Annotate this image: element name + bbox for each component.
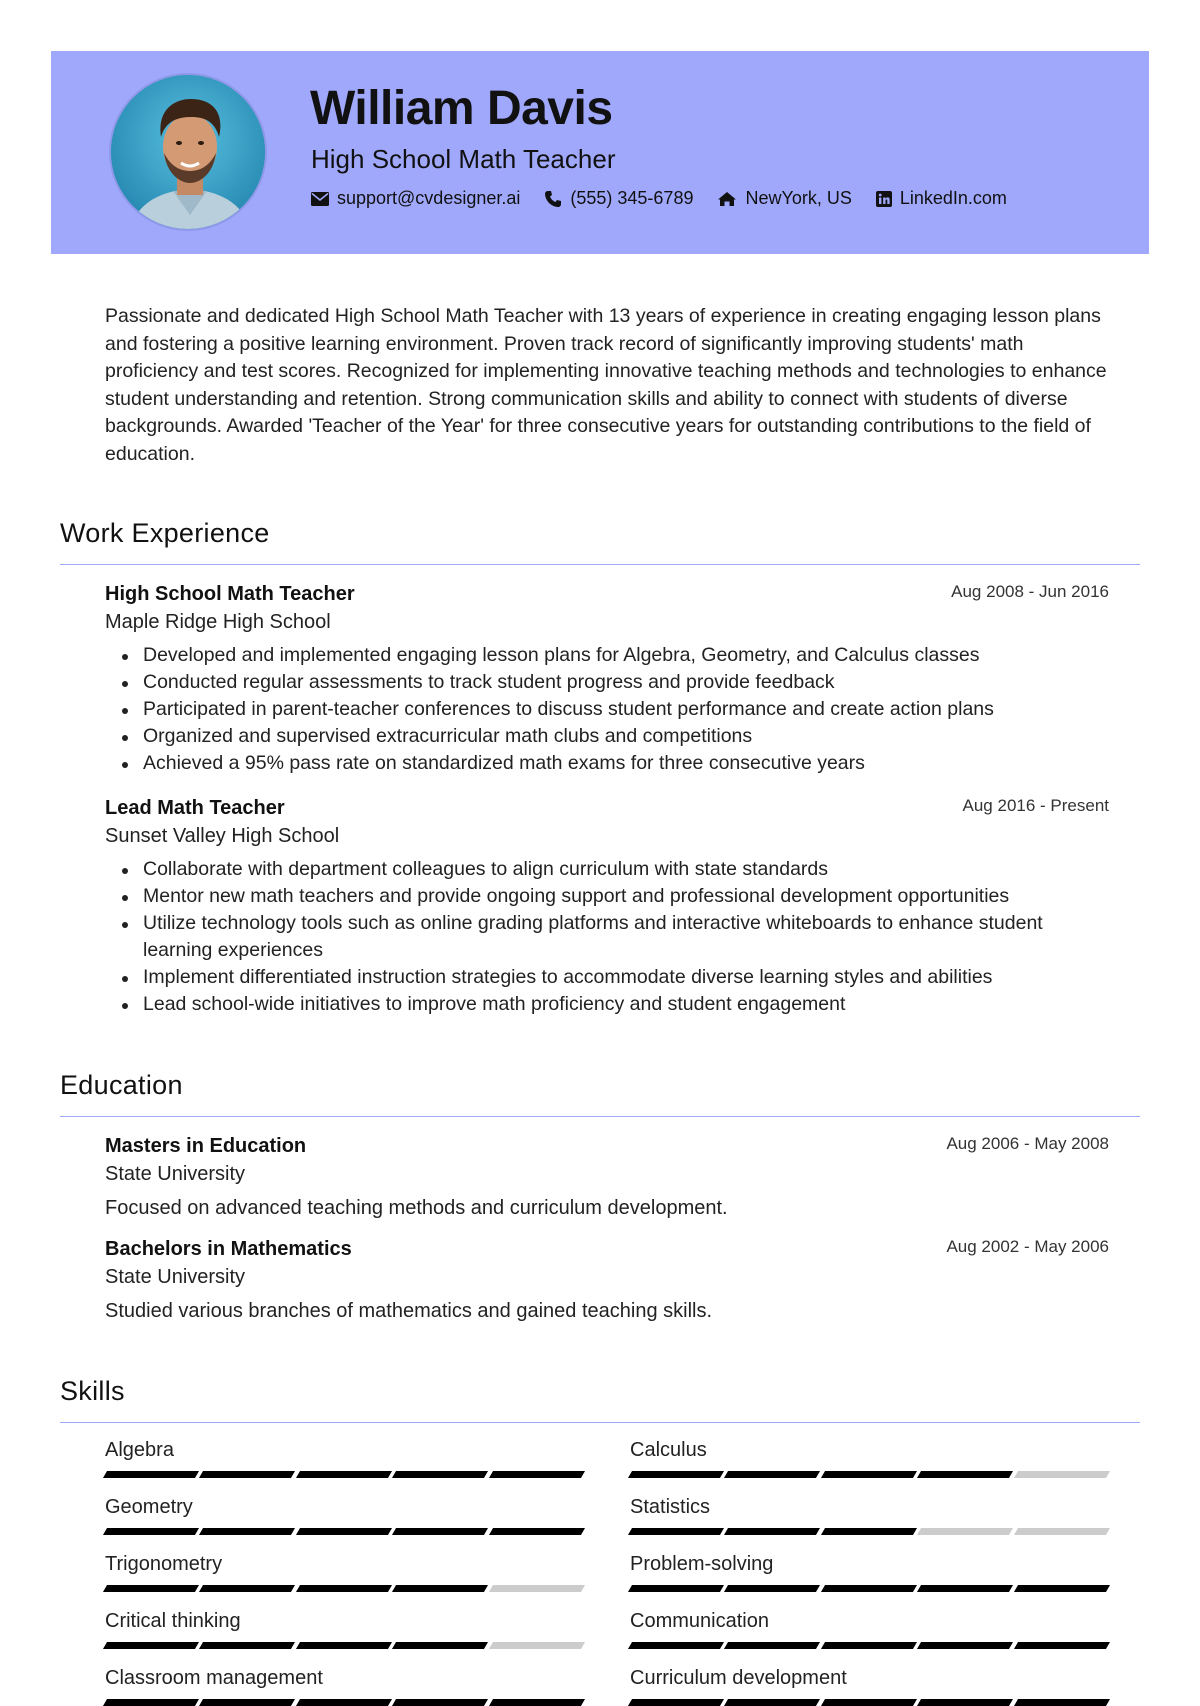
skill-item: [630, 1437, 1108, 1478]
skill-level-segment: [103, 1642, 199, 1649]
skill-level-segment: [392, 1585, 488, 1592]
skill-item: [630, 1551, 1108, 1592]
profile-photo-image: [111, 75, 267, 231]
skill-item: [105, 1608, 583, 1649]
education-description: Studied various branches of mathematics and gained teaching skills.: [105, 1300, 713, 1322]
contact-email[interactable]: [311, 188, 520, 209]
skill-level-meter: [630, 1585, 1108, 1592]
skill-level-segment: [1014, 1642, 1110, 1649]
skill-level-segment: [489, 1642, 585, 1649]
skill-name: Critical thinking: [105, 1610, 241, 1632]
skill-level-segment: [628, 1699, 724, 1706]
contact-phone[interactable]: [544, 188, 693, 209]
skill-level-segment: [199, 1528, 295, 1535]
skills-heading: Skills: [60, 1376, 125, 1406]
job-organization: Maple Ridge High School: [105, 611, 331, 633]
skill-level-segment: [392, 1471, 488, 1478]
contact-location: [717, 188, 851, 209]
skill-level-segment: [392, 1642, 488, 1649]
profile-photo: [109, 73, 267, 231]
skill-level-segment: [628, 1642, 724, 1649]
skill-level-segment: [103, 1699, 199, 1706]
skill-level-segment: [296, 1585, 392, 1592]
job-bullet: Collaborate with department colleagues to align curriculum with state standards: [105, 856, 1109, 883]
skill-item: [630, 1494, 1108, 1535]
school-name: State University: [105, 1266, 246, 1288]
section-divider: [60, 1116, 1140, 1117]
degree-title: Bachelors in Mathematics: [105, 1238, 352, 1260]
skill-level-meter: [630, 1471, 1108, 1478]
skill-level-segment: [724, 1699, 820, 1706]
work-experience-heading: Work Experience: [60, 518, 270, 548]
skill-level-segment: [821, 1528, 917, 1535]
phone-icon: [544, 190, 562, 208]
home-icon: [717, 191, 737, 207]
skill-level-segment: [1014, 1528, 1110, 1535]
skill-level-meter: [105, 1471, 583, 1478]
skill-name: Calculus: [630, 1439, 707, 1461]
skill-level-segment: [392, 1699, 488, 1706]
job-organization: Sunset Valley High School: [105, 825, 340, 847]
skill-level-meter: [105, 1699, 583, 1706]
job-date: Aug 2016 - Present: [962, 796, 1109, 815]
skill-name: Statistics: [630, 1496, 711, 1518]
skill-item: [105, 1494, 583, 1535]
skill-level-meter: [630, 1642, 1108, 1649]
skill-level-segment: [917, 1642, 1013, 1649]
contact-list: [311, 188, 1007, 209]
contact-linkedin[interactable]: [876, 188, 1007, 209]
section-divider: [60, 564, 1140, 565]
skill-level-segment: [199, 1471, 295, 1478]
linkedin-icon: [876, 191, 892, 207]
location-text: NewYork, US: [745, 188, 852, 208]
education-entry: [105, 1235, 1109, 1325]
email-text: support@cvdesigner.ai: [337, 188, 521, 208]
job-entry: [105, 580, 1109, 777]
skill-level-meter: [105, 1528, 583, 1535]
job-bullet: Conducted regular assessments to track student progress and provide feedback: [105, 669, 1109, 696]
skill-item: [105, 1551, 583, 1592]
skill-level-segment: [199, 1699, 295, 1706]
skill-level-meter: [630, 1528, 1108, 1535]
skill-level-segment: [628, 1585, 724, 1592]
skill-level-segment: [821, 1642, 917, 1649]
education-heading: Education: [60, 1070, 183, 1100]
skill-level-segment: [821, 1699, 917, 1706]
job-date: Aug 2008 - Jun 2016: [951, 582, 1109, 601]
skill-level-segment: [628, 1471, 724, 1478]
job-bullets: [105, 642, 1109, 777]
education-date: Aug 2002 - May 2006: [946, 1237, 1109, 1256]
envelope-icon: [311, 192, 329, 206]
skill-level-segment: [1014, 1699, 1110, 1706]
skill-name: Problem-solving: [630, 1553, 774, 1575]
job-title: High School Math Teacher: [105, 583, 355, 605]
job-bullets: [105, 856, 1109, 1018]
profile-summary: Passionate and dedicated High School Math Teacher with 13 years of experience in creating engaging lesson plans and fostering a positive learning environment. Proven track record of significantly improving students' math proficiency and test scores. Recognized for implementing innovative teaching methods and technologies to enhance student understanding and retention. Strong communication skills and ability to connect with students of diverse backgrounds. Awarded 'Teacher of the Year' for three consecutive years for outstanding contributions to the field of education.: [105, 305, 1107, 465]
skill-item: [630, 1608, 1108, 1649]
school-name: State University: [105, 1163, 246, 1185]
job-bullet: Developed and implemented engaging lesson plans for Algebra, Geometry, and Calculus classes: [105, 642, 1109, 669]
degree-title: Masters in Education: [105, 1135, 307, 1157]
skill-name: Curriculum development: [630, 1667, 847, 1689]
skill-level-segment: [489, 1585, 585, 1592]
job-bullet: Utilize technology tools such as online grading platforms and interactive whiteboards to enhance student learning experiences: [105, 910, 1109, 964]
education-date: Aug 2006 - May 2008: [946, 1134, 1109, 1153]
skill-level-segment: [917, 1471, 1013, 1478]
skill-level-segment: [821, 1585, 917, 1592]
resume-header: [51, 51, 1149, 254]
skill-level-segment: [489, 1471, 585, 1478]
skill-level-segment: [296, 1699, 392, 1706]
phone-text: (555) 345-6789: [570, 188, 694, 208]
skill-level-meter: [105, 1585, 583, 1592]
skill-level-segment: [1014, 1585, 1110, 1592]
education-entry: [105, 1132, 1109, 1222]
skill-level-segment: [392, 1528, 488, 1535]
skill-level-segment: [821, 1471, 917, 1478]
skill-level-segment: [1014, 1471, 1110, 1478]
job-bullet: Implement differentiated instruction strategies to accommodate diverse learning styles and abilities: [105, 964, 1109, 991]
skill-level-segment: [724, 1528, 820, 1535]
education-description: Focused on advanced teaching methods and curriculum development.: [105, 1197, 728, 1219]
skill-name: Classroom management: [105, 1667, 323, 1689]
candidate-role: High School Math Teacher: [311, 144, 616, 174]
skill-level-segment: [199, 1585, 295, 1592]
job-entry: [105, 794, 1109, 1018]
skill-level-segment: [199, 1642, 295, 1649]
skill-level-segment: [103, 1528, 199, 1535]
skill-name: Algebra: [105, 1439, 174, 1461]
skill-level-segment: [103, 1471, 199, 1478]
skill-level-segment: [917, 1585, 1013, 1592]
skill-level-segment: [296, 1528, 392, 1535]
skill-level-meter: [630, 1699, 1108, 1706]
skill-level-meter: [105, 1642, 583, 1649]
skill-level-segment: [724, 1642, 820, 1649]
skill-item: [105, 1665, 583, 1706]
linkedin-text: LinkedIn.com: [899, 188, 1007, 208]
job-title: Lead Math Teacher: [105, 797, 285, 819]
job-bullet: Participated in parent-teacher conferences to discuss student performance and create action plans: [105, 696, 1109, 723]
skill-level-segment: [917, 1699, 1013, 1706]
job-bullet: Lead school-wide initiatives to improve math proficiency and student engagement: [105, 991, 1109, 1018]
skill-level-segment: [628, 1528, 724, 1535]
skill-item: [630, 1665, 1108, 1706]
candidate-name: William Davis: [310, 82, 613, 135]
job-bullet: Achieved a 95% pass rate on standardized math exams for three consecutive years: [105, 750, 1109, 777]
skill-level-segment: [489, 1699, 585, 1706]
skill-level-segment: [917, 1528, 1013, 1535]
job-bullet: Mentor new math teachers and provide ongoing support and professional development opportunities: [105, 883, 1109, 910]
skill-level-segment: [724, 1471, 820, 1478]
skill-level-segment: [296, 1471, 392, 1478]
skill-name: Geometry: [105, 1496, 193, 1518]
skill-item: [105, 1437, 583, 1478]
section-divider: [60, 1422, 1140, 1423]
skill-level-segment: [724, 1585, 820, 1592]
skill-level-segment: [296, 1642, 392, 1649]
skill-level-segment: [103, 1585, 199, 1592]
skill-name: Trigonometry: [105, 1553, 223, 1575]
job-bullet: Organized and supervised extracurricular math clubs and competitions: [105, 723, 1109, 750]
skill-level-segment: [489, 1528, 585, 1535]
skill-name: Communication: [630, 1610, 769, 1632]
